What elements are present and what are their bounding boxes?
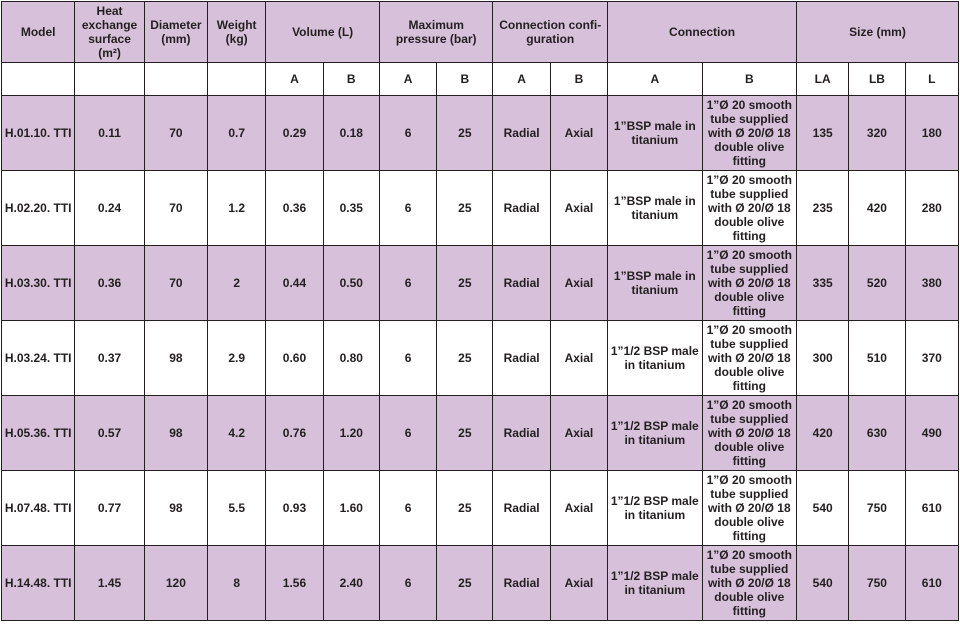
cell-volume-b: 0.18 bbox=[323, 96, 379, 171]
cell-model: H.07.48. TTI bbox=[2, 471, 75, 546]
cell-size-lb: 320 bbox=[849, 96, 905, 171]
cell-volume-a: 0.60 bbox=[266, 321, 323, 396]
col-header-surface: Heat exchange surface (m²) bbox=[75, 2, 144, 63]
cell-pressure-a: 6 bbox=[379, 171, 436, 246]
col-header-pressure: Maximum pressure (bar) bbox=[379, 2, 493, 63]
cell-volume-b: 1.20 bbox=[323, 396, 379, 471]
col-header-connection: Connection bbox=[608, 2, 797, 63]
cell-connection-b: 1”Ø 20 smooth tube supplied with Ø 20/Ø 18 double olive fitting bbox=[702, 321, 796, 396]
col-header-weight: Weight (kg) bbox=[208, 2, 266, 63]
subheader-config-b: B bbox=[550, 63, 607, 96]
cell-size-la: 135 bbox=[797, 96, 849, 171]
cell-config-a: Radial bbox=[493, 321, 550, 396]
col-header-diameter: Diameter (mm) bbox=[144, 2, 207, 63]
cell-pressure-b: 25 bbox=[437, 471, 493, 546]
cell-weight: 8 bbox=[208, 546, 266, 621]
table-row bbox=[2, 171, 959, 246]
cell-pressure-a: 6 bbox=[379, 546, 436, 621]
subheader-pressure-a: A bbox=[379, 63, 436, 96]
header-row bbox=[2, 2, 959, 63]
cell-config-b: Axial bbox=[550, 96, 607, 171]
cell-size-lb: 420 bbox=[849, 171, 905, 246]
cell-config-a: Radial bbox=[493, 546, 550, 621]
cell-size-la: 540 bbox=[797, 471, 849, 546]
cell-config-a: Radial bbox=[493, 471, 550, 546]
cell-size-la: 420 bbox=[797, 396, 849, 471]
subheader-connection-a: A bbox=[608, 63, 702, 96]
cell-model: H.03.30. TTI bbox=[2, 246, 75, 321]
cell-surface: 0.37 bbox=[75, 321, 144, 396]
cell-size-l: 610 bbox=[905, 471, 958, 546]
cell-volume-b: 0.50 bbox=[323, 246, 379, 321]
cell-config-b: Axial bbox=[550, 471, 607, 546]
table-row bbox=[2, 546, 959, 621]
cell-pressure-b: 25 bbox=[437, 171, 493, 246]
cell-size-l: 490 bbox=[905, 396, 958, 471]
cell-config-a: Radial bbox=[493, 396, 550, 471]
cell-config-b: Axial bbox=[550, 396, 607, 471]
cell-model: H.05.36. TTI bbox=[2, 396, 75, 471]
table-row bbox=[2, 96, 959, 171]
cell-connection-b: 1”Ø 20 smooth tube supplied with Ø 20/Ø 18 double olive fitting bbox=[702, 96, 796, 171]
cell-pressure-a: 6 bbox=[379, 96, 436, 171]
cell-connection-b: 1”Ø 20 smooth tube supplied with Ø 20/Ø 18 double olive fitting bbox=[702, 171, 796, 246]
col-header-size: Size (mm) bbox=[797, 2, 959, 63]
col-header-model: Model bbox=[2, 2, 75, 63]
cell-connection-a: 1”1/2 BSP male in titanium bbox=[608, 321, 702, 396]
cell-model: H.03.24. TTI bbox=[2, 321, 75, 396]
cell-weight: 2.9 bbox=[208, 321, 266, 396]
specs-table bbox=[1, 1, 959, 621]
subheader-size-l: L bbox=[905, 63, 958, 96]
cell-diameter: 98 bbox=[144, 321, 207, 396]
cell-volume-b: 0.80 bbox=[323, 321, 379, 396]
cell-config-b: Axial bbox=[550, 246, 607, 321]
cell-size-l: 370 bbox=[905, 321, 958, 396]
cell-connection-a: 1”1/2 BSP male in titanium bbox=[608, 396, 702, 471]
subheader-config-a: A bbox=[493, 63, 550, 96]
cell-surface: 0.24 bbox=[75, 171, 144, 246]
subheader-blank bbox=[144, 63, 207, 96]
cell-pressure-b: 25 bbox=[437, 96, 493, 171]
cell-diameter: 98 bbox=[144, 396, 207, 471]
cell-size-lb: 630 bbox=[849, 396, 905, 471]
cell-connection-a: 1”BSP male in titanium bbox=[608, 96, 702, 171]
cell-config-a: Radial bbox=[493, 246, 550, 321]
cell-volume-a: 1.56 bbox=[266, 546, 323, 621]
subheader-volume-b: B bbox=[323, 63, 379, 96]
subheader-volume-a: A bbox=[266, 63, 323, 96]
cell-surface: 0.36 bbox=[75, 246, 144, 321]
cell-config-a: Radial bbox=[493, 171, 550, 246]
cell-pressure-a: 6 bbox=[379, 246, 436, 321]
subheader-row bbox=[2, 63, 959, 96]
cell-size-l: 380 bbox=[905, 246, 958, 321]
cell-weight: 4.2 bbox=[208, 396, 266, 471]
col-header-config: Connection confi- guration bbox=[493, 2, 608, 63]
cell-size-l: 610 bbox=[905, 546, 958, 621]
cell-pressure-a: 6 bbox=[379, 471, 436, 546]
subheader-size-la: LA bbox=[797, 63, 849, 96]
subheader-blank bbox=[2, 63, 75, 96]
table-row bbox=[2, 321, 959, 396]
cell-weight: 1.2 bbox=[208, 171, 266, 246]
cell-volume-a: 0.44 bbox=[266, 246, 323, 321]
cell-size-lb: 750 bbox=[849, 546, 905, 621]
table-row bbox=[2, 471, 959, 546]
cell-size-lb: 750 bbox=[849, 471, 905, 546]
cell-size-la: 335 bbox=[797, 246, 849, 321]
cell-connection-b: 1”Ø 20 smooth tube supplied with Ø 20/Ø 18 double olive fitting bbox=[702, 246, 796, 321]
table-row bbox=[2, 396, 959, 471]
cell-connection-a: 1”1/2 BSP male in titanium bbox=[608, 471, 702, 546]
col-header-volume: Volume (L) bbox=[266, 2, 380, 63]
cell-volume-b: 2.40 bbox=[323, 546, 379, 621]
cell-volume-a: 0.76 bbox=[266, 396, 323, 471]
cell-config-b: Axial bbox=[550, 171, 607, 246]
cell-size-la: 540 bbox=[797, 546, 849, 621]
cell-model: H.02.20. TTI bbox=[2, 171, 75, 246]
cell-size-lb: 520 bbox=[849, 246, 905, 321]
subheader-pressure-b: B bbox=[437, 63, 493, 96]
cell-pressure-a: 6 bbox=[379, 321, 436, 396]
subheader-blank bbox=[75, 63, 144, 96]
cell-model: H.01.10. TTI bbox=[2, 96, 75, 171]
cell-diameter: 70 bbox=[144, 171, 207, 246]
cell-size-la: 235 bbox=[797, 171, 849, 246]
cell-volume-a: 0.36 bbox=[266, 171, 323, 246]
cell-size-l: 280 bbox=[905, 171, 958, 246]
cell-volume-a: 0.29 bbox=[266, 96, 323, 171]
cell-connection-b: 1”Ø 20 smooth tube supplied with Ø 20/Ø 18 double olive fitting bbox=[702, 396, 796, 471]
cell-size-la: 300 bbox=[797, 321, 849, 396]
cell-volume-a: 0.93 bbox=[266, 471, 323, 546]
cell-connection-a: 1”BSP male in titanium bbox=[608, 171, 702, 246]
cell-config-b: Axial bbox=[550, 321, 607, 396]
cell-config-a: Radial bbox=[493, 96, 550, 171]
cell-connection-a: 1”BSP male in titanium bbox=[608, 246, 702, 321]
cell-connection-b: 1”Ø 20 smooth tube supplied with Ø 20/Ø 18 double olive fitting bbox=[702, 546, 796, 621]
cell-connection-a: 1”1/2 BSP male in titanium bbox=[608, 546, 702, 621]
cell-model: H.14.48. TTI bbox=[2, 546, 75, 621]
cell-surface: 1.45 bbox=[75, 546, 144, 621]
cell-surface: 0.11 bbox=[75, 96, 144, 171]
cell-pressure-b: 25 bbox=[437, 321, 493, 396]
cell-pressure-b: 25 bbox=[437, 546, 493, 621]
cell-diameter: 70 bbox=[144, 96, 207, 171]
cell-volume-b: 0.35 bbox=[323, 171, 379, 246]
cell-size-lb: 510 bbox=[849, 321, 905, 396]
subheader-connection-b: B bbox=[702, 63, 796, 96]
cell-pressure-a: 6 bbox=[379, 396, 436, 471]
subheader-blank bbox=[208, 63, 266, 96]
cell-config-b: Axial bbox=[550, 546, 607, 621]
cell-diameter: 98 bbox=[144, 471, 207, 546]
cell-size-l: 180 bbox=[905, 96, 958, 171]
table-row bbox=[2, 246, 959, 321]
cell-weight: 5.5 bbox=[208, 471, 266, 546]
cell-connection-b: 1”Ø 20 smooth tube supplied with Ø 20/Ø 18 double olive fitting bbox=[702, 471, 796, 546]
cell-pressure-b: 25 bbox=[437, 246, 493, 321]
cell-weight: 2 bbox=[208, 246, 266, 321]
subheader-size-lb: LB bbox=[849, 63, 905, 96]
cell-volume-b: 1.60 bbox=[323, 471, 379, 546]
cell-surface: 0.77 bbox=[75, 471, 144, 546]
cell-surface: 0.57 bbox=[75, 396, 144, 471]
cell-weight: 0.7 bbox=[208, 96, 266, 171]
cell-pressure-b: 25 bbox=[437, 396, 493, 471]
cell-diameter: 120 bbox=[144, 546, 207, 621]
cell-diameter: 70 bbox=[144, 246, 207, 321]
